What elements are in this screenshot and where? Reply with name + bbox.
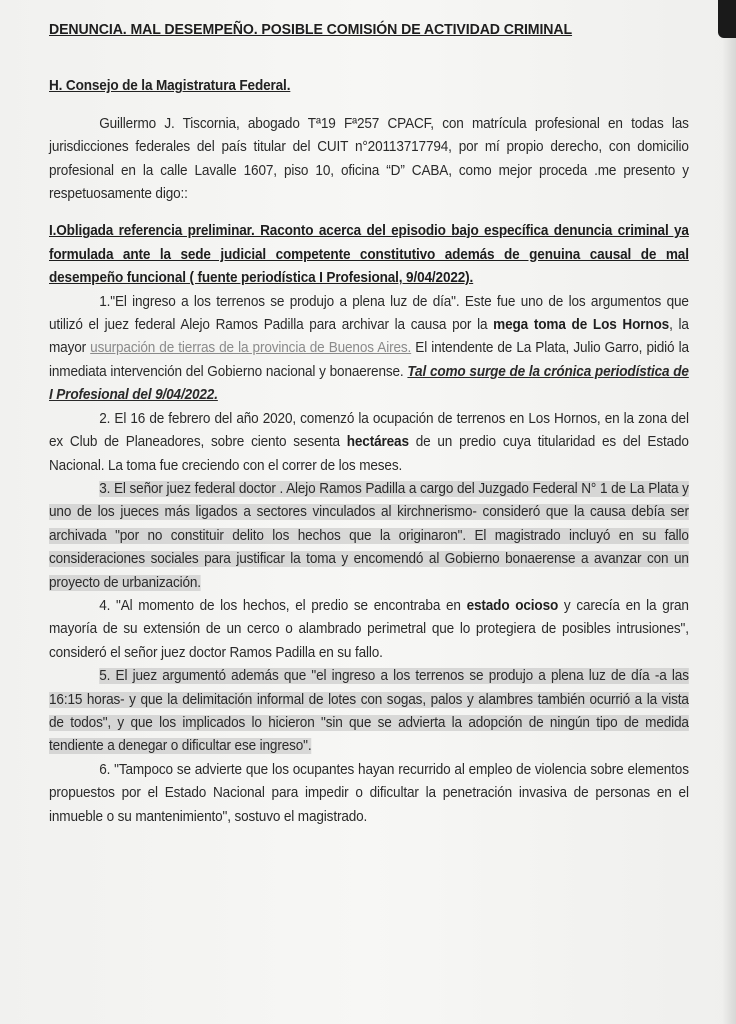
corner-mark xyxy=(718,0,736,38)
p4-bold: estado ocioso xyxy=(466,597,559,614)
paragraph-5 xyxy=(49,665,689,759)
document-body xyxy=(49,18,689,829)
p2-text-b: de un predio cuya titularidad es del Estado Nacional. La toma fue creciendo con el correr de los meses. xyxy=(49,434,689,474)
document-title: DENUNCIA. MAL DESEMPEÑO. POSIBLE COMISIÓN DE ACTIVIDAD CRIMINAL xyxy=(49,21,573,38)
paragraph-6: 6. "Tampoco se advierte que los ocupantes hayan recurrido al empleo de violencia sobre elementos propuestos por el Estado Nacional para impedir o dificultar la penetración invasiva de personas en el inmueble o su mantenimiento", sostuvo el magistrado. xyxy=(49,761,689,825)
p1-emphasis: Tal como surge de la crónica periodística de I Profesional del 9/04/2022. xyxy=(49,363,689,404)
p1-text-a: 1."El ingreso a los terrenos se produjo a plena luz de día". Este fue uno de los argumentos que utilizó el juez federal Alejo Ramos Padilla para archivar la causa por la xyxy=(49,293,689,334)
section-heading: I.Obligada referencia preliminar. Raconto acerca del episodio bajo específica denuncia criminal ya formulada ante la sede judicial competente constitutivo además de genuina causal de mal desempeño funcional ( fuente periodística I Profesional, 9/04/2022). xyxy=(49,223,689,287)
p2-text-a: 2. El 16 de febrero del año 2020, comenzó la ocupación de terrenos en Los Hornos, en la zona del ex Club de Planeadores, sobre ciento sesenta xyxy=(49,410,689,451)
paragraph-3 xyxy=(49,478,689,595)
p5-highlighted-text: 5. El juez argumentó además que "el ingreso a los terrenos se produjo a plena luz de día -a las 16:15 horas- y que la delimitación informal de lotes con sogas, palos y alambres también ocurrió a la vista de todos", y que los implicados lo hicieron "sin que se advierta la adopción de ningún tipo de medida tendiente a denegar o dificultar ese ingreso". xyxy=(49,668,689,755)
p4-text-b: y carecía en la gran mayoría de su extensión de un cerco o alambrado perimetral que lo protegiera de posibles intrusiones", consideró el señor juez doctor Ramos Padilla en su fallo. xyxy=(49,597,689,661)
p1-text-c: El intendente de La Plata, Julio Garro, pidió la inmediata intervención del Gobierno nacional y bonaerense. xyxy=(49,340,689,380)
addressee: H. Consejo de la Magistratura Federal. xyxy=(49,78,291,95)
p1-text-b: , la mayor xyxy=(49,317,689,357)
page-shadow-edge xyxy=(722,0,736,1024)
p1-bold: mega toma de Los Hornos xyxy=(493,317,670,334)
paragraph-2 xyxy=(49,408,689,478)
p2-bold: hectáreas xyxy=(346,434,409,451)
paragraph-4 xyxy=(49,595,689,665)
p4-text-a: 4. "Al momento de los hechos, el predio se encontraba en xyxy=(99,597,467,614)
paragraph-1 xyxy=(49,291,689,408)
intro-paragraph: Guillermo J. Tiscornia, abogado Tª19 Fª257 CPACF, con matrícula profesional en todas las jurisdicciones federales del país titular del CUIT n°20113717794, por mí propio derecho, con domicilio profesional en la calle Lavalle 1607, piso 10, oficina “D” CABA, como mejor proceda .me presento y respetuosamente digo:: xyxy=(49,115,689,203)
usurpacion-link[interactable]: usurpación de tierras de la provincia de Buenos Aires. xyxy=(90,340,412,357)
p3-highlighted-text: 3. El señor juez federal doctor . Alejo Ramos Padilla a cargo del Juzgado Federal N° 1 de La Plata y uno de los jueces más ligados a sectores vinculados al kirchnerismo- consideró que la causa debía ser archivada "por no constituir delito los hechos que la originaron". El magistrado incluyó en su fallo consideraciones sociales para justificar la toma y encomendó al Gobierno bonaerense a avanzar con un proyecto de urbanización. xyxy=(49,480,689,591)
